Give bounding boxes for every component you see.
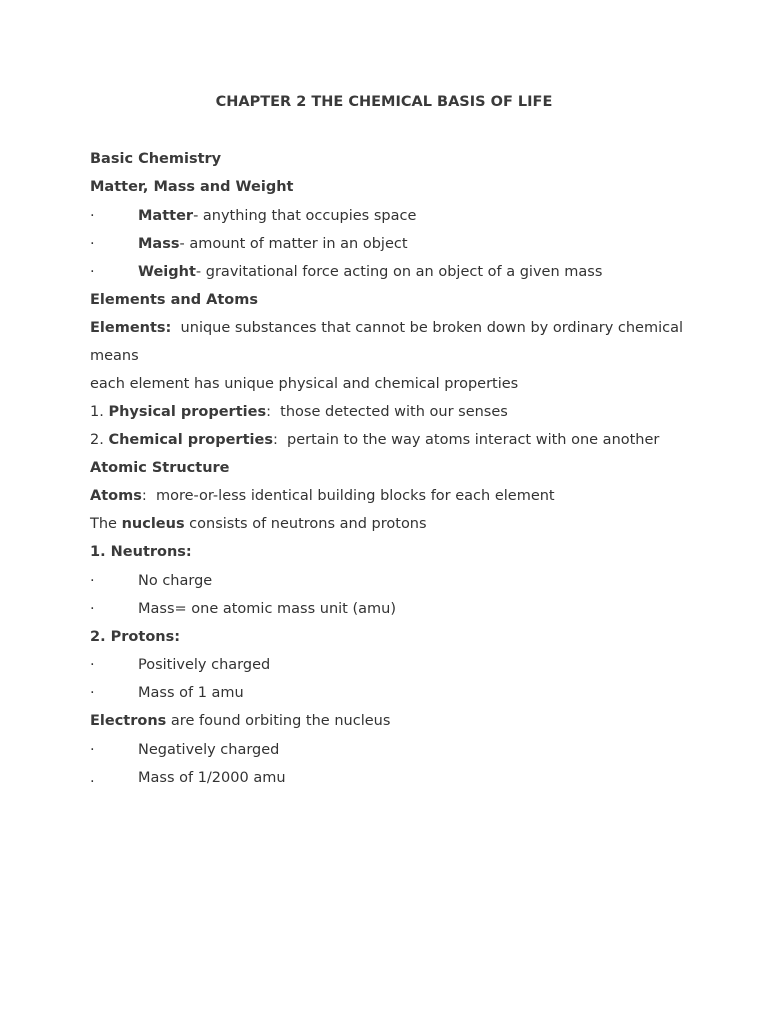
paragraph-elements-note: each element has unique physical and chemical properties [90,376,519,392]
heading-basic-chemistry: Basic Chemistry [90,151,222,167]
term-nucleus: nucleus [121,516,185,532]
list-item-text: Mass= one atomic mass unit (amu) [138,601,396,617]
definition-matter: - anything that occupies space [193,208,417,224]
paragraph-atoms [90,486,555,506]
heading-neutrons: 1. Neutrons: [90,544,192,560]
paragraph-elements-cont: means [90,348,139,364]
definition-atoms: : more-or-less identical building blocks for each element [141,488,555,504]
bullet: · [90,208,95,224]
list-item-physical-properties [90,402,508,422]
list-item-text: Mass of 1 amu [138,685,244,701]
heading-protons: 2. Protons: [90,629,181,645]
term-weight: Weight [138,264,196,280]
nucleus-pre: The [90,516,122,532]
list-item-electrons-mass [90,768,286,788]
list-item-protons-mass [90,683,244,703]
list-item-mass [90,234,408,254]
bullet: · [90,685,95,701]
term-matter: Matter [138,208,194,224]
definition-weight: - gravitational force acting on an object of a given mass [195,264,603,280]
bullet: · [90,657,95,673]
bullet: · [90,601,95,617]
number-2: 2. [90,432,109,448]
paragraph-elements [90,318,683,338]
bullet: · [90,264,95,280]
term-elements: Elements: [90,320,172,336]
bullet: · [90,573,95,589]
term-physical-properties: Physical properties [108,404,267,420]
bullet: · [90,236,95,252]
document-title: CHAPTER 2 THE CHEMICAL BASIS OF LIFE [215,94,553,110]
electrons-post: are found orbiting the nucleus [166,713,391,729]
list-item-protons-charge [90,655,270,675]
list-item-neutrons-charge [90,571,212,591]
list-item-text: Positively charged [138,657,271,673]
paragraph-electrons [90,711,390,731]
list-item-text: No charge [138,573,213,589]
definition-mass: - amount of matter in an object [179,236,408,252]
list-item-chemical-properties [90,430,659,450]
term-electrons: Electrons [90,713,167,729]
heading-matter-mass-weight: Matter, Mass and Weight [90,179,294,195]
list-item-neutrons-mass [90,599,396,619]
list-item-weight [90,262,602,282]
list-item-text: Negatively charged [138,742,280,758]
definition-physical-properties: : those detected with our senses [266,404,508,420]
paragraph-nucleus [90,514,427,534]
heading-elements-atoms: Elements and Atoms [90,292,258,308]
heading-atomic-structure: Atomic Structure [90,460,230,476]
number-1: 1. [90,404,109,420]
list-item-text: Mass of 1/2000 amu [138,770,286,786]
term-chemical-properties: Chemical properties [108,432,273,448]
bullet: · [90,742,95,758]
bullet: . [90,770,95,786]
definition-elements: unique substances that cannot be broken down by ordinary chemical [171,320,684,336]
term-atoms: Atoms [90,488,142,504]
list-item-electrons-charge [90,740,279,760]
definition-chemical-properties: : pertain to the way atoms interact with one another [272,432,660,448]
term-mass: Mass [138,236,180,252]
list-item-matter [90,206,416,226]
nucleus-post: consists of neutrons and protons [184,516,427,532]
